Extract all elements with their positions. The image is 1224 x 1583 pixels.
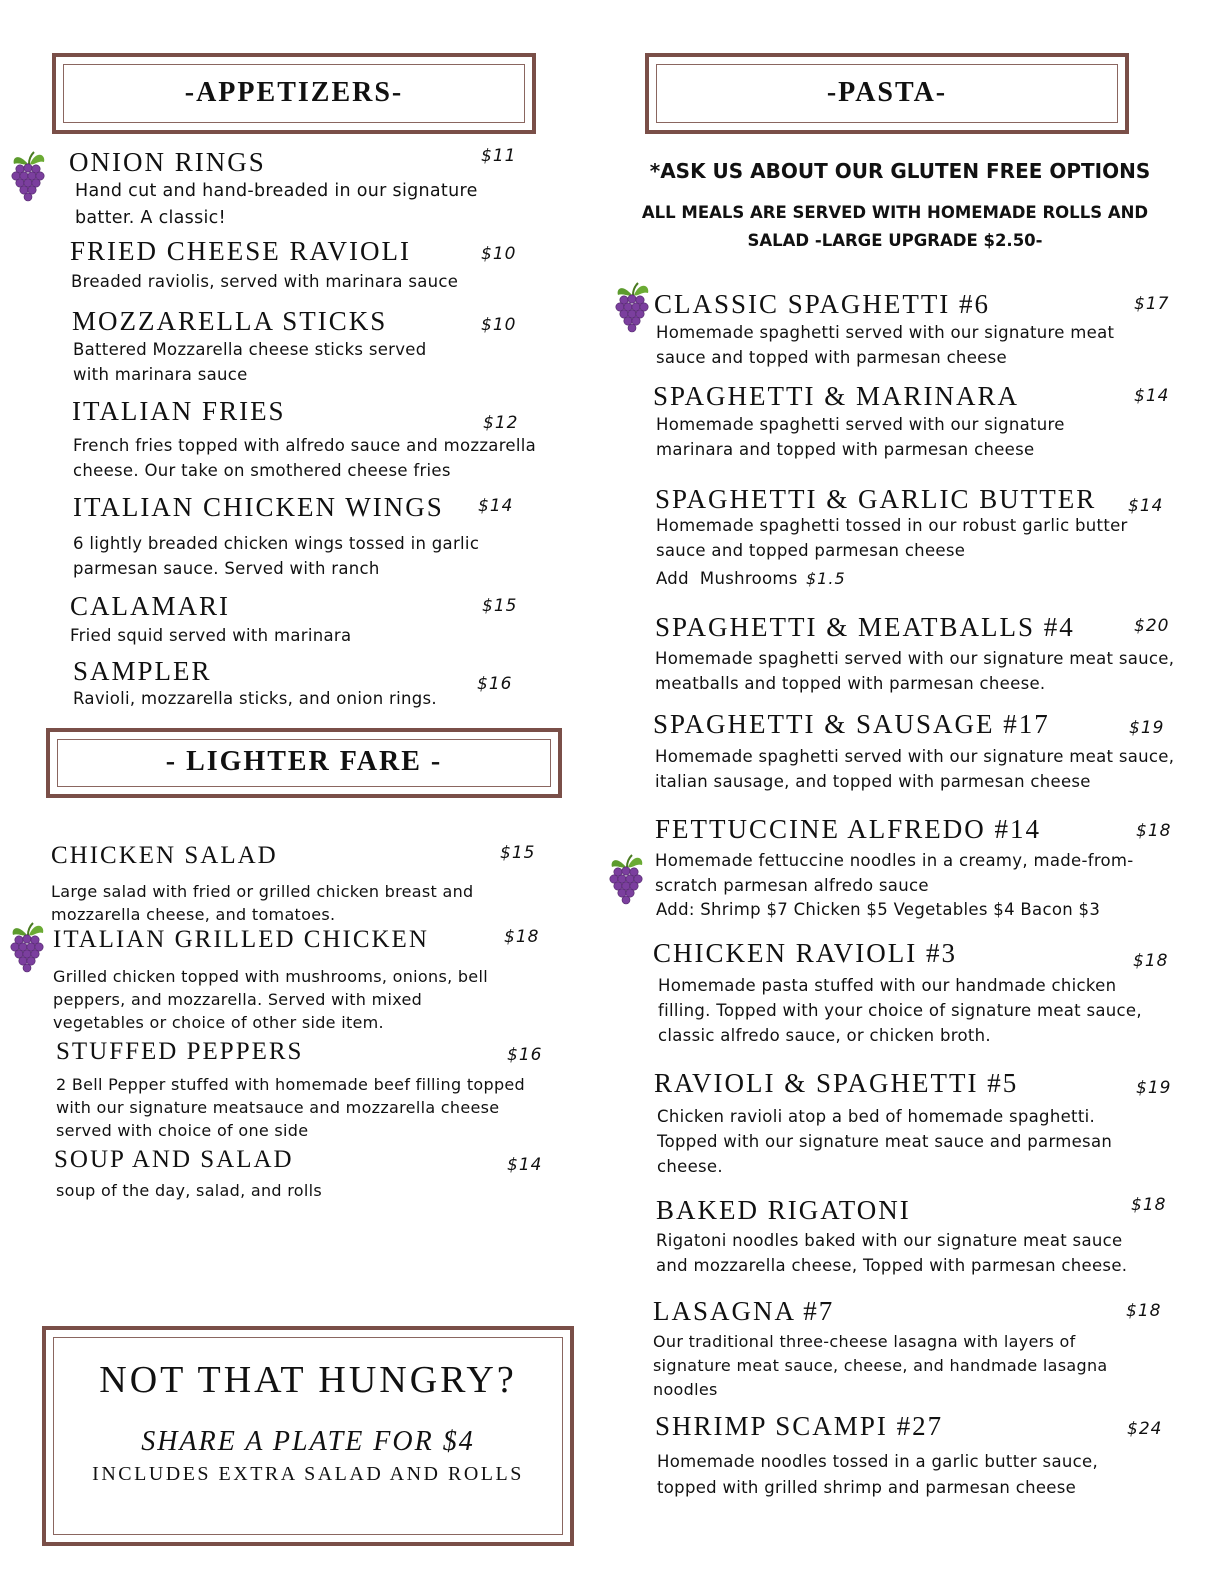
appetizer-price: $12 — [483, 413, 519, 433]
pasta-price: $17 — [1134, 294, 1170, 314]
appetizer-name: ITALIAN CHICKEN WINGS — [73, 492, 444, 522]
pasta-price: $14 — [1128, 496, 1164, 516]
lighter-fare-heading-frame — [46, 728, 562, 798]
pasta-desc: Homemade pasta stuffed with our handmade chicken filling. Topped with your choice of signature meat sauce, classic alfredo sauce, or chicken broth. — [658, 976, 1142, 1045]
lighter-fare-price: $16 — [507, 1045, 543, 1065]
grape-icon — [608, 853, 646, 905]
pasta-desc: Homemade spaghetti served with our signature meat sauce, meatballs and topped with parmesan cheese. — [655, 649, 1175, 693]
lighter-fare-price: $18 — [504, 927, 540, 947]
pasta-name: SHRIMP SCAMPI #27 — [655, 1411, 944, 1441]
appetizer-price: $11 — [481, 146, 517, 166]
pasta-desc: Homemade spaghetti served with our signature meat sauce, italian sausage, and topped with parmesan cheese — [655, 747, 1175, 791]
pasta-price: $19 — [1129, 718, 1165, 738]
pasta-name: CHICKEN RAVIOLI #3 — [653, 938, 957, 968]
lighter-fare-price: $15 — [500, 843, 536, 863]
pasta-desc: Rigatoni noodles baked with our signature meat sauce and mozzarella cheese, Topped with parmesan cheese. — [656, 1231, 1128, 1275]
appetizer-desc: Hand cut and hand-breaded in our signature batter. A classic! — [75, 181, 478, 228]
pasta-desc: Chicken ravioli atop a bed of homemade spaghetti. Topped with our signature meat sauce and parmesan cheese. — [657, 1107, 1113, 1176]
appetizer-price: $14 — [478, 496, 514, 516]
appetizer-name: ITALIAN FRIES — [72, 396, 286, 426]
appetizer-desc: Battered Mozzarella cheese sticks served with marinara sauce — [73, 340, 427, 384]
pasta-heading-frame — [645, 53, 1129, 134]
appetizer-desc: Fried squid served with marinara — [70, 626, 352, 645]
appetizer-desc: 6 lightly breaded chicken wings tossed in garlic parmesan sauce. Served with ranch — [73, 534, 480, 578]
pasta-name: SPAGHETTI & GARLIC BUTTER — [655, 484, 1097, 514]
pasta-desc: Homemade spaghetti served with our signature marinara and topped with parmesan cheese — [656, 415, 1065, 459]
appetizer-price: $10 — [481, 244, 517, 264]
lighter-fare-price: $14 — [507, 1155, 543, 1175]
appetizers-heading-frame — [52, 53, 536, 134]
pasta-desc: Homemade spaghetti tossed in our robust garlic butter sauce and topped parmesan cheese — [656, 516, 1128, 560]
pasta-name: RAVIOLI & SPAGHETTI #5 — [654, 1068, 1019, 1098]
pasta-price: $14 — [1134, 386, 1170, 406]
meals-note-line-1: ALL MEALS ARE SERVED WITH HOMEMADE ROLLS AND — [641, 203, 1149, 222]
grape-icon — [9, 921, 47, 973]
appetizer-desc: Ravioli, mozzarella sticks, and onion rings. — [73, 689, 437, 708]
meals-note-line-2: SALAD -LARGE UPGRADE $2.50- — [747, 231, 1043, 250]
lighter-fare-desc: Grilled chicken topped with mushrooms, onions, bell peppers, and mozzarella. Served with mixed vegetables or choice of other side item. — [53, 967, 488, 1032]
pasta-addon: Add: Shrimp $7 Chicken $5 Vegetables $4 Bacon $3 — [656, 900, 1101, 919]
appetizer-name: MOZZARELLA STICKS — [72, 306, 388, 336]
pasta-heading: -PASTA- — [826, 77, 948, 108]
lighter-fare-desc: 2 Bell Pepper stuffed with homemade beef filling topped with our signature meatsauce and mozzarella cheese served with choice of one side — [56, 1075, 526, 1140]
pasta-addon-price: $1.5 — [806, 569, 846, 588]
pasta-desc: Homemade fettuccine noodles in a creamy, made-from-scratch parmesan alfredo sauce — [655, 851, 1134, 895]
pasta-price: $18 — [1133, 951, 1169, 971]
pasta-name: CLASSIC SPAGHETTI #6 — [654, 289, 991, 319]
appetizer-price: $15 — [482, 596, 518, 616]
lighter-fare-name: STUFFED PEPPERS — [56, 1038, 304, 1065]
promo-line-2: INCLUDES EXTRA SALAD AND ROLLS — [92, 1463, 524, 1485]
lighter-fare-heading: - LIGHTER FARE - — [165, 746, 443, 777]
pasta-name: BAKED RIGATONI — [656, 1195, 911, 1225]
pasta-desc: Homemade noodles tossed in a garlic butter sauce, topped with grilled shrimp and parmesan cheese — [657, 1452, 1098, 1497]
pasta-price: $18 — [1126, 1301, 1162, 1321]
appetizer-desc: French fries topped with alfredo sauce and mozzarella cheese. Our take on smothered cheese fries — [73, 436, 537, 480]
grape-icon — [614, 281, 652, 333]
appetizers-heading: -APPETIZERS- — [184, 77, 404, 108]
promo-frame — [42, 1326, 574, 1546]
lighter-fare-desc: soup of the day, salad, and rolls — [56, 1181, 323, 1200]
pasta-name: FETTUCCINE ALFREDO #14 — [655, 814, 1042, 844]
pasta-price: $18 — [1136, 821, 1172, 841]
pasta-addon: Add Mushrooms — [656, 569, 798, 588]
pasta-name: LASAGNA #7 — [653, 1296, 835, 1326]
appetizer-price: $16 — [477, 674, 513, 694]
appetizer-price: $10 — [481, 315, 517, 335]
promo-title: NOT THAT HUNGRY? — [99, 1359, 517, 1401]
pasta-name: SPAGHETTI & MARINARA — [653, 381, 1020, 411]
lighter-fare-name: CHICKEN SALAD — [51, 842, 278, 869]
pasta-desc: Homemade spaghetti served with our signature meat sauce and topped with parmesan cheese — [656, 323, 1115, 367]
pasta-desc: Our traditional three-cheese lasagna with layers of signature meat sauce, cheese, and handmade lasagna noodles — [653, 1332, 1108, 1399]
appetizer-name: FRIED CHEESE RAVIOLI — [70, 236, 412, 266]
promo-line-1: SHARE A PLATE FOR $4 — [141, 1426, 475, 1457]
pasta-name: SPAGHETTI & MEATBALLS #4 — [655, 612, 1075, 642]
appetizer-name: ONION RINGS — [69, 147, 266, 177]
pasta-price: $18 — [1131, 1195, 1167, 1215]
appetizer-desc: Breaded raviolis, served with marinara sauce — [71, 272, 459, 291]
gluten-free-note: *ASK US ABOUT OUR GLUTEN FREE OPTIONS — [649, 159, 1151, 183]
pasta-price: $19 — [1136, 1078, 1172, 1098]
pasta-name: SPAGHETTI & SAUSAGE #17 — [653, 709, 1050, 739]
appetizer-name: SAMPLER — [73, 656, 212, 686]
pasta-price: $20 — [1134, 616, 1170, 636]
grape-icon — [10, 150, 48, 202]
pasta-price: $24 — [1127, 1419, 1163, 1439]
lighter-fare-desc: Large salad with fried or grilled chicken breast and mozzarella cheese, and tomatoes. — [51, 882, 474, 924]
lighter-fare-name: ITALIAN GRILLED CHICKEN — [53, 926, 429, 953]
lighter-fare-name: SOUP AND SALAD — [54, 1146, 294, 1173]
appetizer-name: CALAMARI — [70, 591, 231, 621]
